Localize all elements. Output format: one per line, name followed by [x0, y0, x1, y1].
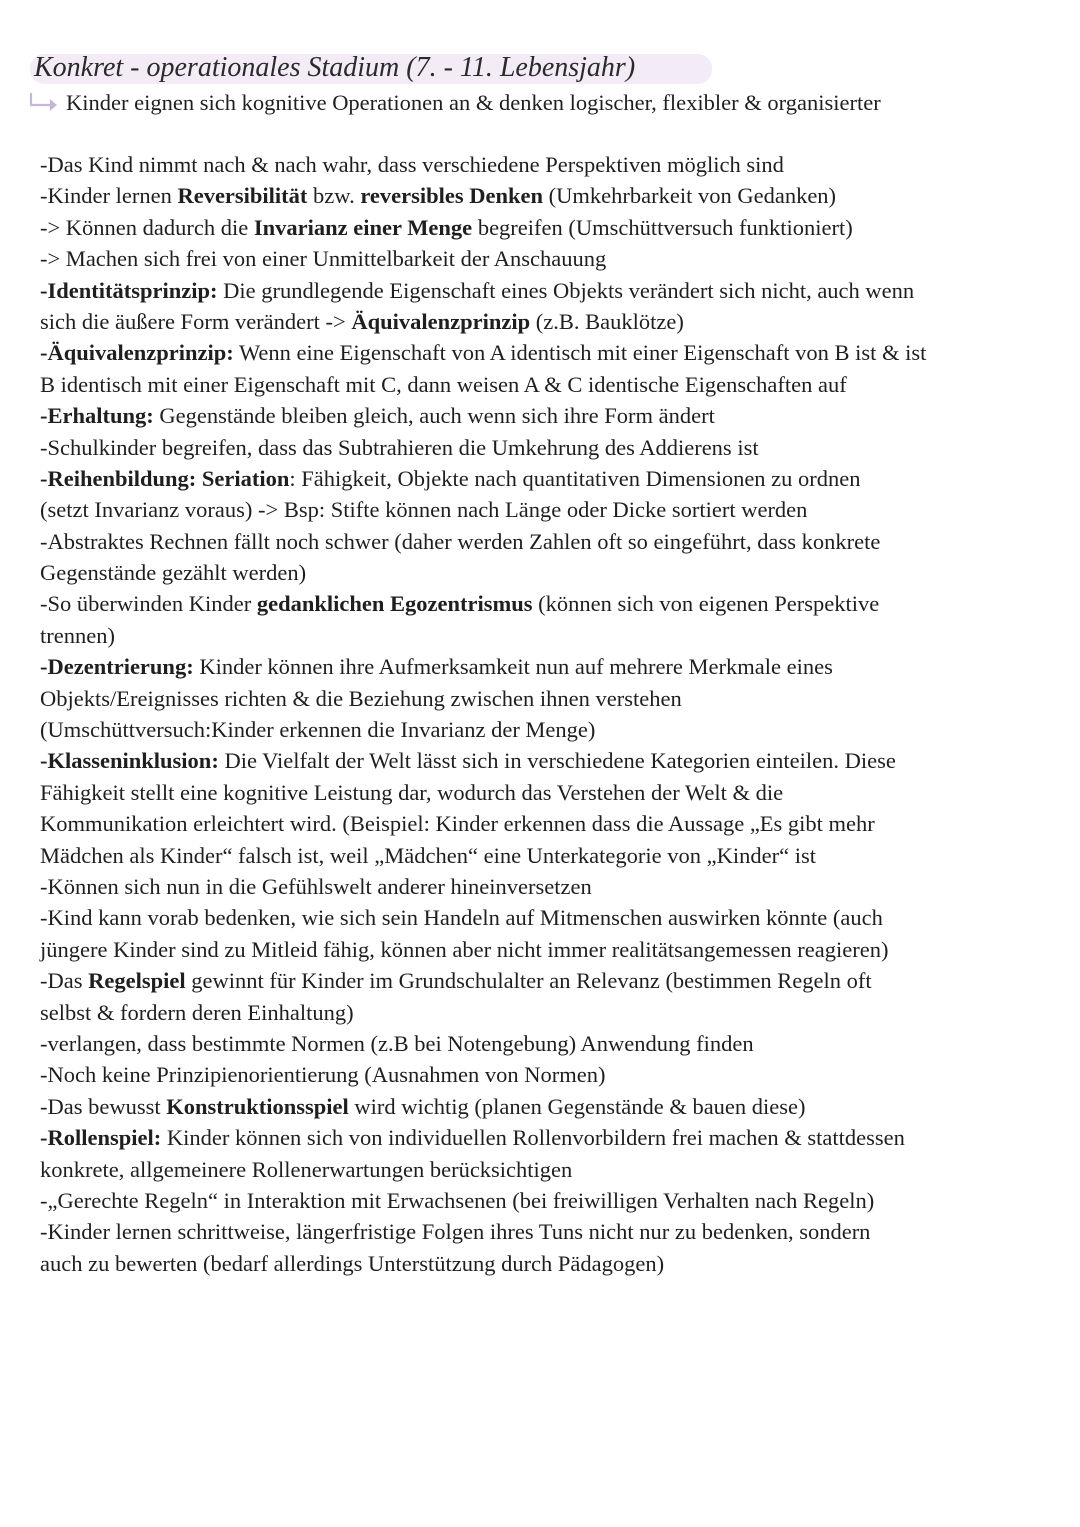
note-line	[40, 1122, 1050, 1153]
line-text: Fähigkeit stellt eine kognitive Leistung dar, wodurch das Verstehen der Welt & die	[40, 779, 784, 805]
note-line	[40, 494, 1050, 525]
page-title: Konkret - operationales Stadium (7. - 11. Lebensjahr)	[34, 52, 636, 83]
line-text: Gegenstände gezählt werden)	[40, 560, 307, 586]
bold-term: Invarianz einer Menge	[253, 214, 473, 240]
note-line	[40, 1248, 1050, 1279]
bold-term: Konstruktionsspiel	[166, 1093, 349, 1119]
line-text: -Können sich nun in die Gefühlswelt anderer hineinversetzen	[40, 873, 592, 899]
line-text: Wenn eine Eigenschaft von A identisch mit einer Eigenschaft von B ist & ist	[233, 340, 927, 366]
note-line	[40, 526, 1050, 557]
line-text: -Das bewusst	[40, 1093, 167, 1119]
note-line	[40, 432, 1050, 463]
bold-term: Regelspiel	[88, 968, 186, 994]
title-block	[34, 50, 635, 86]
line-text: begreifen (Umschüttversuch funktioniert)	[472, 214, 853, 240]
note-line	[40, 840, 1050, 871]
line-text: -> Können dadurch die	[40, 214, 254, 240]
line-text: Kinder können sich von individuellen Rollenvorbildern frei machen & stattdessen	[161, 1125, 905, 1151]
line-text: -„Gerechte Regeln“ in Interaktion mit Erwachsenen (bei freiwilligen Verhalten nach Regeln)	[40, 1187, 875, 1213]
line-text: -> Machen sich frei von einer Unmittelbarkeit der Anschauung	[40, 246, 607, 272]
hooked-arrow-icon	[28, 92, 64, 114]
line-text: konkrete, allgemeinere Rollenerwartungen berücksichtigen	[40, 1156, 573, 1182]
line-text: -Das	[40, 968, 89, 994]
line-text: jüngere Kinder sind zu Mitleid fähig, können aber nicht immer realitätsangemessen reagieren)	[40, 936, 889, 962]
note-line	[40, 180, 1050, 211]
subtitle-row	[28, 87, 881, 118]
line-text: (z.B. Bauklötze)	[530, 308, 684, 334]
bold-term: -Erhaltung:	[40, 403, 154, 429]
note-line	[40, 588, 1050, 619]
bold-term: Reversibilität	[177, 183, 308, 209]
line-text: -So überwinden Kinder	[40, 591, 257, 617]
line-text: wird wichtig (planen Gegenstände & bauen diese)	[348, 1093, 806, 1119]
line-text: auch zu bewerten (bedarf allerdings Unterstützung durch Pädagogen)	[40, 1250, 665, 1276]
note-line	[40, 1091, 1050, 1122]
line-text: Kinder können ihre Aufmerksamkeit nun auf mehrere Merkmale eines	[193, 654, 833, 680]
note-line	[40, 1059, 1050, 1090]
line-text: (können sich von eigenen Perspektive	[532, 591, 880, 617]
bold-term: gedanklichen Egozentrismus	[256, 591, 533, 617]
line-text: gewinnt für Kinder im Grundschulalter an Relevanz (bestimmen Regeln oft	[185, 968, 872, 994]
line-text: -Schulkinder begreifen, dass das Subtrahieren die Umkehrung des Addierens ist	[40, 434, 759, 460]
line-text: -Abstraktes Rechnen fällt noch schwer (daher werden Zahlen oft so eingeführt, dass konkrete	[40, 528, 881, 554]
line-text: sich die äußere Form verändert ->	[40, 308, 352, 334]
note-line	[40, 934, 1050, 965]
note-line	[40, 1154, 1050, 1185]
bold-term: -Identitätsprinzip:	[40, 277, 218, 303]
line-text: B identisch mit einer Eigenschaft mit C, dann weisen A & C identische Eigenschaften auf	[40, 371, 847, 397]
note-line	[40, 777, 1050, 808]
bold-term: -Dezentrierung:	[40, 654, 194, 680]
line-text: Die grundlegende Eigenschaft eines Objekts verändert sich nicht, auch wenn	[217, 277, 915, 303]
line-text: Kommunikation erleichtert wird. (Beispiel: Kinder erkennen dass die Aussage „Es gibt mehr	[40, 811, 875, 837]
bold-term: reversibles Denken	[360, 183, 544, 209]
note-line	[40, 871, 1050, 902]
line-text: (Umschüttversuch:Kinder erkennen die Invarianz der Menge)	[40, 717, 596, 743]
note-line	[40, 902, 1050, 933]
line-text: (Umkehrbarkeit von Gedanken)	[543, 183, 837, 209]
note-line	[40, 306, 1050, 337]
line-text: (setzt Invarianz voraus) -> Bsp: Stifte können nach Länge oder Dicke sortiert werden	[40, 497, 808, 523]
note-line	[40, 557, 1050, 588]
line-text: Objekts/Ereignisses richten & die Beziehung zwischen ihnen verstehen	[40, 685, 682, 711]
note-line	[40, 463, 1050, 494]
note-line	[40, 683, 1050, 714]
line-text: bzw.	[307, 183, 361, 209]
line-text: Die Vielfalt der Welt lässt sich in verschiedene Kategorien einteilen. Diese	[218, 748, 896, 774]
note-line	[40, 400, 1050, 431]
bold-term: -Reihenbildung: Seriation	[40, 465, 290, 491]
bold-term: -Äquivalenzprinzip:	[40, 340, 234, 366]
note-line	[40, 808, 1050, 839]
note-line	[40, 369, 1050, 400]
note-line	[40, 1185, 1050, 1216]
line-text: -Kinder lernen	[40, 183, 178, 209]
line-text: -Das Kind nimmt nach & nach wahr, dass verschiedene Perspektiven möglich sind	[40, 152, 784, 177]
note-line	[40, 1216, 1050, 1247]
note-line	[40, 243, 1050, 274]
note-line	[40, 212, 1050, 243]
line-text: -Noch keine Prinzipienorientierung (Ausnahmen von Normen)	[40, 1062, 606, 1088]
line-text: : Fähigkeit, Objekte nach quantitativen Dimensionen zu ordnen	[289, 465, 861, 491]
note-line	[40, 997, 1050, 1028]
note-line	[40, 714, 1050, 745]
subtitle-text: Kinder eignen sich kognitive Operationen an & denken logischer, flexibler & organisierter	[66, 90, 881, 115]
bold-term: -Klasseninklusion:	[40, 748, 219, 774]
note-line	[40, 275, 1050, 306]
line-text: -Kinder lernen schrittweise, längerfristige Folgen ihres Tuns nicht nur zu bedenken, sondern	[40, 1219, 871, 1245]
bold-term: Äquivalenzprinzip	[351, 308, 531, 334]
line-text: selbst & fordern deren Einhaltung)	[40, 999, 354, 1025]
line-text: Mädchen als Kinder“ falsch ist, weil „Mädchen“ eine Unterkategorie von „Kinder“ ist	[40, 842, 816, 868]
notes-body	[40, 149, 1050, 1279]
note-line	[40, 337, 1050, 368]
note-line	[40, 745, 1050, 776]
bold-term: -Rollenspiel:	[40, 1125, 162, 1151]
line-text: trennen)	[40, 622, 115, 648]
note-line	[40, 651, 1050, 682]
note-line	[40, 965, 1050, 996]
line-text: Gegenstände bleiben gleich, auch wenn sich ihre Form ändert	[153, 403, 715, 429]
note-line	[40, 149, 1050, 180]
note-line	[40, 620, 1050, 651]
note-line	[40, 1028, 1050, 1059]
line-text: -Kind kann vorab bedenken, wie sich sein Handeln auf Mitmenschen auswirken könnte (auch	[40, 905, 883, 931]
line-text: -verlangen, dass bestimmte Normen (z.B bei Notengebung) Anwendung finden	[40, 1030, 754, 1056]
